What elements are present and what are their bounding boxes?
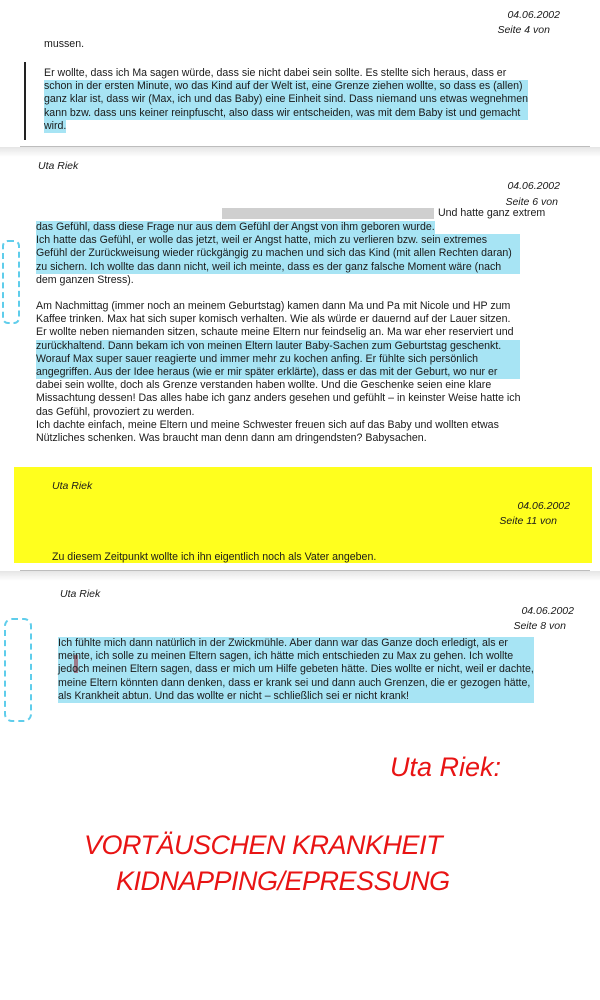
snippet4-line-2: [58, 663, 534, 676]
text: meinte, ich solle zu meinen Eltern sagen, ich hätte mich entschieden zu Max zu gehen. Ich wollte: [58, 650, 514, 663]
snippet2-line-3: [36, 247, 520, 260]
snippet4-date: 04.06.2002: [521, 605, 574, 617]
stamp-line-2: KIDNAPPING/EPRESSUNG: [116, 866, 450, 896]
text: Er wollte neben niemanden sitzen, schaute meine Eltern nur feindselig an. Ma war eher reserviert und: [36, 326, 514, 339]
snippet2-line-8: [36, 313, 520, 326]
text: schon in der ersten Minute, wo das Kind auf der Welt ist, eine Grenze ziehen wollte, so dass es (allen): [44, 80, 523, 93]
margin-bracket: [24, 62, 29, 140]
text: ganz klar ist, dass wir (Max, ich und das Baby) eine Einheit sind. Dass niemand uns etwas wegnehmen: [44, 93, 529, 106]
stamp-name: Uta Riek:: [390, 752, 502, 782]
text: Ich dachte einfach, meine Eltern und meine Schwester freuen sich auf das Baby und wollten etwas: [36, 418, 499, 431]
text: als Krankheit abtun. Und das wollte er nicht – schließlich sei er nicht krank!: [58, 689, 409, 702]
text: Ich fühlte mich dann natürlich in der Zwickmühle. Aber dann war das Ganze doch erledigt, als er: [58, 637, 508, 649]
snippet4-line-4: [58, 690, 534, 703]
snippet2-line-1: [36, 221, 435, 234]
snippet4-page: Seite 8 von: [513, 620, 566, 632]
text: Kaffee trinken. Max hat sich super komisch verhalten. Wie als würde er dauernd auf der Lauer sitzen.: [36, 313, 511, 326]
snippet3-line: Zu diesem Zeitpunkt wollte ich ihn eigentlich noch als Vater angeben.: [52, 551, 377, 563]
text: Am Nachmittag (immer noch an meinem Geburtstag) kamen dann Ma und Pa mit Nicole und HP zum: [36, 300, 511, 313]
text: das Gefühl, provoziert zu werden.: [36, 405, 195, 418]
snippet1-line-4: [44, 107, 528, 120]
text: wird.: [44, 119, 67, 132]
divider: [0, 571, 600, 581]
snippet1-date: 04.06.2002: [507, 9, 560, 21]
snippet2-date: 04.06.2002: [507, 180, 560, 192]
snippet3-page: Seite 11 von: [499, 515, 557, 527]
text: zurückhaltend. Dann bekam ich von meinen Eltern lauter Baby-Sachen zum Geburtstag geschenkt.: [36, 339, 502, 352]
margin-mark-exclamation: [4, 618, 32, 722]
snippet1-line-1: [44, 67, 528, 80]
snippet4-paragraph: [58, 637, 534, 703]
snippet1-line-5: [44, 120, 66, 133]
snippet4-line-3: [58, 677, 534, 690]
snippet1-page: Seite 4 von: [497, 24, 550, 36]
snippet1-line-2: [44, 80, 528, 93]
text: Er wollte, dass ich Ma sagen würde, dass sie nicht dabei sein sollte. Es stellte sich heraus, dass er: [44, 67, 507, 79]
text: Ich hatte das Gefühl, er wolle das jetzt, weil er Angst hatte, mich zu verlieren bzw. sein extremes: [36, 234, 488, 247]
snippet4-line-0: [58, 637, 534, 650]
text: Gefühl der Zurückweisung wieder rückgängig zu machen und sich das Kind (mit allen Rechten daran): [36, 247, 512, 260]
paragraph-gap: [36, 287, 520, 300]
snippet2-line-7: [36, 300, 520, 313]
divider: [0, 147, 600, 157]
snippet2-paragraph: [36, 221, 520, 445]
text: jedoch meinen Eltern sagen, dass er mich um Hilfe gebeten hätte. Dies wollte er nicht, weil er dachte,: [58, 663, 534, 676]
snippet2-author: Uta Riek: [38, 160, 79, 172]
snippet1-paragraph: [44, 67, 528, 133]
snippet2-line-10: [36, 340, 520, 353]
snippet3-author: Uta Riek: [52, 480, 93, 492]
snippet2-line-13: [36, 379, 520, 392]
text: zu sichern. Ich wollte das dann nicht, weil ich meinte, dass es der ganz falsche Moment wäre (nach: [36, 260, 502, 273]
snippet3-date: 04.06.2002: [517, 500, 570, 512]
snippet2-line-2: [36, 234, 520, 247]
snippet2-line-5: [36, 274, 520, 287]
snippet4-line-1: [58, 650, 534, 663]
snippet2-line-11: [36, 353, 520, 366]
snippet2-line-4: [36, 261, 520, 274]
text: Missachtung dessen! Das alles habe ich ganz anders gesehen und gefühlt – in keinster Weise hatte ich: [36, 392, 521, 405]
margin-mark-exclamation: [2, 240, 20, 324]
text: angegriffen. Aus der Idee heraus (wie er mir später erklärte), dass er das mit der Geburt, wo nur er: [36, 366, 498, 379]
snippet2-line-14: [36, 392, 520, 405]
text: kann bzw. dass uns keiner reinpfuscht, also dass wir entscheiden, was mit dem Baby ist und gemacht: [44, 106, 521, 119]
stamp-line-1: VORTÄUSCHEN KRANKHEIT: [84, 830, 443, 860]
snippet2-line-9: [36, 326, 520, 339]
snippet4-author: Uta Riek: [60, 588, 101, 600]
snippet2-page: Seite 6 von: [505, 196, 558, 208]
text: Worauf Max super sauer reagierte und immer mehr zu kochen anfing. Er fühlte sich persönlich: [36, 352, 479, 365]
redacted-block: [222, 208, 434, 219]
text: meine Eltern könnten dann denken, dass er krank sei und dann auch Grenzen, die er gezogen hätte,: [58, 676, 531, 689]
snippet2-line-12: [36, 366, 520, 379]
text: dem ganzen Stress).: [36, 273, 134, 286]
snippet2-line-0: Und hatte ganz extrem: [438, 207, 546, 219]
snippet2-line-17: [36, 432, 520, 445]
text: das Gefühl, dass diese Frage nur aus dem Gefühl der Angst von ihm geboren wurde.: [36, 221, 435, 233]
text: dabei sein wollte, doch als Grenze verstanden haben wollte. Und die Geschenke seien eine klare: [36, 379, 492, 392]
snippet2-line-16: [36, 419, 520, 432]
snippet1-line-0: mussen.: [44, 38, 85, 50]
snippet2-line-15: [36, 406, 520, 419]
text: Nützliches schenken. Was braucht man denn dann am dringendsten? Babysachen.: [36, 432, 427, 445]
snippet1-line-3: [44, 93, 528, 106]
